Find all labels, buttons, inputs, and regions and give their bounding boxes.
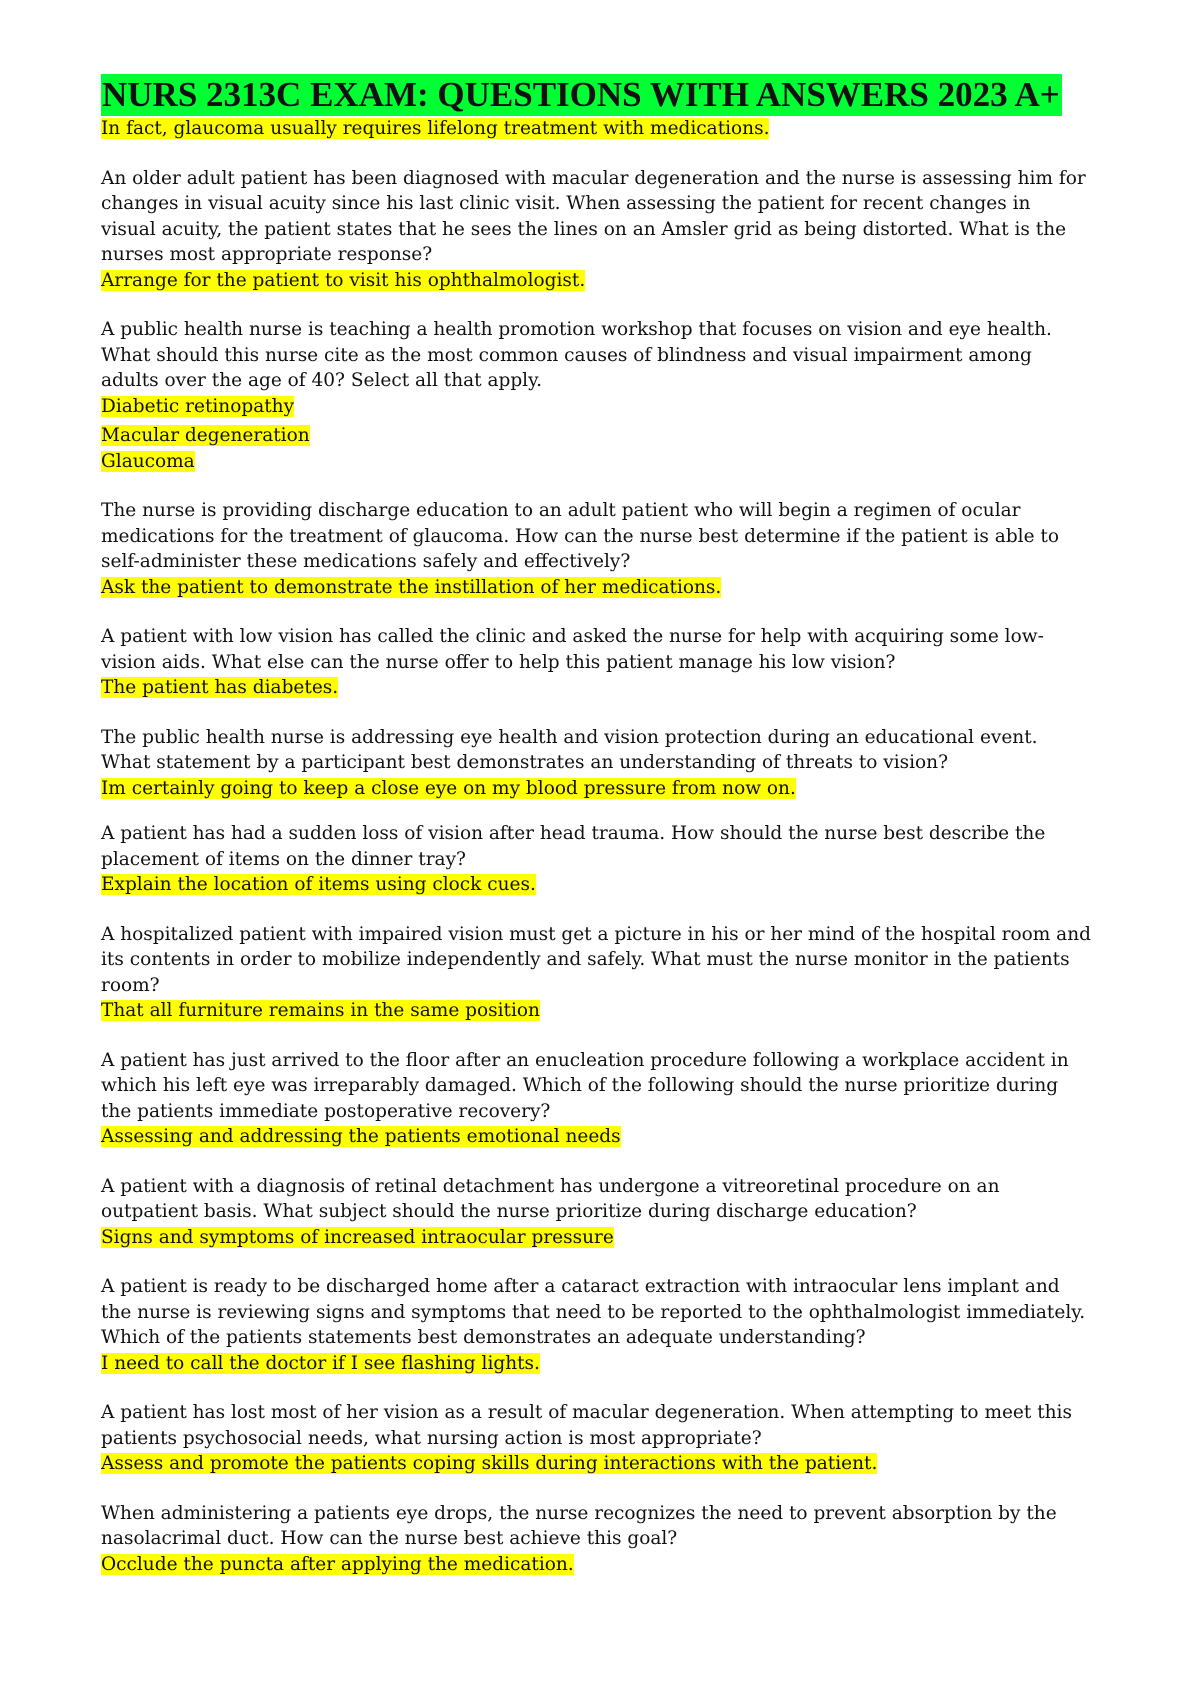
answer-list [101,1124,1091,1150]
question-text: A patient with a diagnosis of retinal detachment has undergone a vitreoretinal procedure on an outpatient basis. What subject should the nurse prioritize during discharge education? [101,1175,1000,1222]
qa-list [101,166,1091,1578]
qa-item [101,624,1091,701]
question-text: A patient has lost most of her vision as a result of macular degeneration. When attempting to meet this patients psychosocial needs, what nursing action is most appropriate? [101,1402,1072,1449]
answer-list [101,675,1091,701]
intro-line [101,116,1091,142]
question-text: A patient has just arrived to the floor after an enucleation procedure following a workplace accident in which his left eye was irreparably damaged. Which of the following should the nurse prioritize during the patients immediate postoperative recovery? [101,1049,1069,1122]
answer-list [101,872,1091,898]
answer-line [101,575,1091,601]
answer-text: Occlude the puncta after applying the medication. [101,1553,574,1575]
intro-text: In fact, glaucoma usually requires lifelong treatment with medications. [101,118,770,139]
question-text: A patient is ready to be discharged home after a cataract extraction with intraocular lens implant and the nurse is reviewing signs and symptoms that need to be reported to the ophthalmologist immediately. Which of the patients statements best demonstrates an adequate understanding? [101,1276,1086,1348]
answer-line [101,1124,1091,1150]
question-text: A public health nurse is teaching a health promotion workshop that focuses on vision and eye health. What should this nurse cite as the most common causes of blindness and visual impairment among adults over the age of 40? Select all that apply. [101,319,1052,391]
qa-item [101,1048,1091,1150]
question-text: The public health nurse is addressing eye health and vision protection during an educational event. What statement by a participant best demonstrates an understanding of threats to vision? [101,726,1038,773]
question-text: A patient has had a sudden loss of vision after head trauma. How should the nurse best describe the placement of items on the dinner tray? [101,823,1046,870]
answer-text: That all furniture remains in the same position [101,1000,540,1021]
answer-list [101,1351,1091,1377]
question-text: When administering a patients eye drops, the nurse recognizes the need to prevent absorption by the nasolacrimal duct. How can the nurse best achieve this goal? [101,1502,1057,1549]
qa-item [101,498,1091,600]
answer-line [101,268,1091,294]
answer-line [101,394,1091,420]
answer-list [101,1225,1091,1251]
answer-text: Glaucoma [101,450,195,472]
answer-line [101,1451,1091,1477]
answer-text: Assess and promote the patients coping skills during interactions with the patient. [101,1453,878,1474]
qa-item [101,317,1091,474]
question-text: A hospitalized patient with impaired vision must get a picture in his or her mind of the hospital room and its contents in order to mobilize independently and safely. What must the nurse monitor in the patients room? [101,923,1091,996]
qa-item [101,1274,1091,1376]
question-text: An older adult patient has been diagnosed with macular degeneration and the nurse is assessing him for changes in visual acuity since his last clinic visit. When assessing the patient for recent changes in visual acuity, the patient states that he sees the lines on an Amsler grid as being distorted. What is the nurses most appropriate response? [101,167,1086,265]
answer-line [101,872,1091,898]
answer-text: Im certainly going to keep a close eye on my blood pressure from now on. [101,777,796,799]
answer-line [101,423,1091,449]
qa-item [101,1400,1091,1477]
qa-item [101,1501,1091,1578]
answer-text: Signs and symptoms of increased intraocular pressure [101,1226,614,1248]
answer-line [101,1552,1091,1578]
page-title: NURS 2313C EXAM: QUESTIONS WITH ANSWERS 2023 A+ [102,75,1060,114]
answer-list [101,575,1091,601]
answer-text: Explain the location of items using clock cues. [101,874,536,895]
answer-list [101,1552,1091,1578]
document-page [101,74,1091,1577]
answer-line [101,449,1091,475]
answer-text: Arrange for the patient to visit his ophthalmologist. [101,269,586,291]
qa-item [101,821,1091,898]
qa-item [101,1174,1091,1251]
answer-list [101,1451,1091,1477]
qa-item [101,166,1091,294]
qa-item [101,922,1091,1024]
answer-text: Diabetic retinopathy [101,395,295,417]
answer-text: Macular degeneration [101,425,310,446]
question-text: A patient with low vision has called the clinic and asked the nurse for help with acquiring some low- vision aids. What else can the nurse offer to help this patient manage his low vision? [101,626,1044,673]
answer-list [101,394,1091,475]
answer-text: The patient has diabetes. [101,677,339,698]
qa-item [101,725,1091,802]
answer-line [101,675,1091,701]
title-line [101,74,1091,116]
question-text: The nurse is providing discharge education to an adult patient who will begin a regimen of ocular medications for the treatment of glaucoma. How can the nurse best determine if the patient is able to self-administer these medications safely and effectively? [101,500,1059,572]
answer-line [101,998,1091,1024]
answer-list [101,776,1091,802]
answer-line [101,776,1091,802]
answer-text: I need to call the doctor if I see flashing lights. [101,1352,540,1374]
answer-text: Assessing and addressing the patients emotional needs [101,1126,621,1147]
answer-text: Ask the patient to demonstrate the instillation of her medications. [101,576,722,598]
answer-line [101,1225,1091,1251]
answer-line [101,1351,1091,1377]
answer-list [101,998,1091,1024]
answer-list [101,268,1091,294]
